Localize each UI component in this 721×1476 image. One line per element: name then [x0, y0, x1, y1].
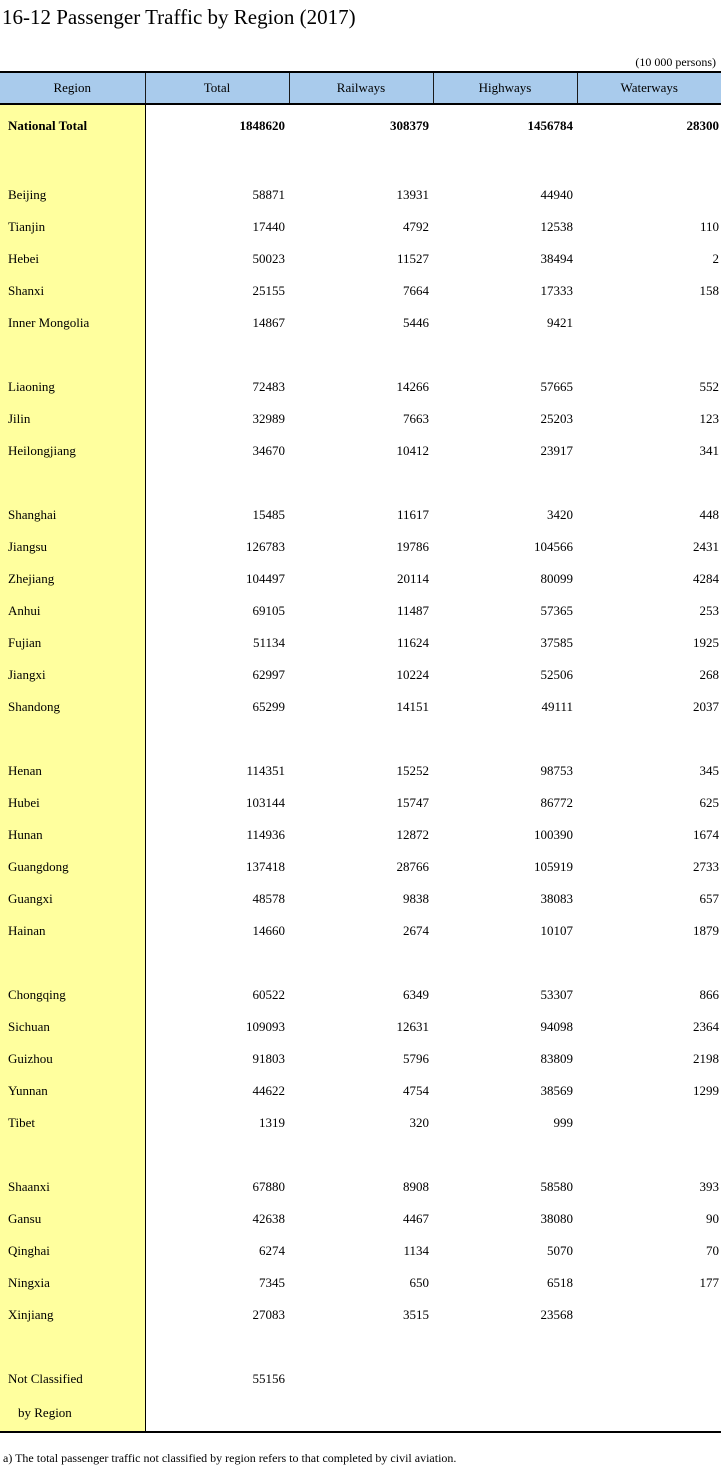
table-row [0, 435, 721, 467]
region-cell: Shanghai [0, 499, 145, 531]
highways-cell: 49111 [541, 699, 573, 714]
spacer-row [0, 467, 721, 499]
total-cell: 62997 [252, 667, 285, 682]
spacer-row [0, 339, 721, 371]
total-cell [145, 1395, 289, 1432]
table-row [0, 1203, 721, 1235]
total-cell: 15485 [252, 507, 285, 522]
total-cell: 1319 [259, 1115, 285, 1130]
total-cell: 50023 [252, 251, 285, 266]
total-cell: 65299 [252, 699, 285, 714]
total-cell: 91803 [252, 1051, 285, 1066]
highways-cell: 1456784 [527, 118, 573, 133]
region-cell: Yunnan [0, 1075, 145, 1107]
highways-cell: 12538 [540, 219, 573, 234]
spacer-row [0, 1331, 721, 1363]
highways-cell: 10107 [540, 923, 573, 938]
total-cell: 25155 [252, 283, 285, 298]
railways-cell: 7663 [403, 411, 429, 426]
railways-cell: 20114 [396, 571, 429, 586]
highways-cell: 57665 [540, 379, 573, 394]
total-cell: 27083 [252, 1307, 285, 1322]
railways-cell [289, 1139, 433, 1171]
region-cell: Hainan [0, 915, 145, 947]
waterways-cell: 110 [699, 219, 719, 234]
waterways-cell: 341 [699, 443, 719, 458]
highways-cell: 5070 [547, 1243, 573, 1258]
railways-cell: 3515 [403, 1307, 429, 1322]
unit-label: (10 000 persons) [635, 55, 716, 69]
total-cell: 34670 [252, 443, 285, 458]
waterways-cell: 393 [699, 1179, 719, 1194]
highways-cell: 104566 [534, 539, 573, 554]
highways-cell: 100390 [534, 827, 573, 842]
waterways-cell [577, 339, 721, 371]
railways-cell: 6349 [403, 987, 429, 1002]
total-cell: 17440 [252, 219, 285, 234]
railways-cell: 11617 [396, 507, 429, 522]
header-highways: Highways [433, 72, 577, 104]
waterways-cell [577, 1139, 721, 1171]
highways-cell: 9421 [547, 315, 573, 330]
table-row [0, 531, 721, 563]
table-row [0, 1299, 721, 1331]
railways-cell: 650 [409, 1275, 429, 1290]
highways-cell: 38569 [540, 1083, 573, 1098]
table-row [0, 915, 721, 947]
waterways-cell: 177 [699, 1275, 719, 1290]
waterways-cell: 70 [706, 1243, 719, 1258]
table-row [0, 595, 721, 627]
table-row [0, 243, 721, 275]
waterways-cell: 345 [699, 763, 719, 778]
table-row [0, 1235, 721, 1267]
waterways-cell: 28300 [686, 118, 719, 133]
table-row [0, 1363, 721, 1395]
highways-cell [433, 1363, 577, 1395]
waterways-cell: 1879 [693, 923, 719, 938]
region-cell: Tianjin [0, 211, 145, 243]
table-row [0, 659, 721, 691]
table-row [0, 1171, 721, 1203]
railways-cell: 11624 [396, 635, 429, 650]
waterways-cell [577, 1107, 721, 1139]
table-row [0, 275, 721, 307]
region-cell: Guangdong [0, 851, 145, 883]
waterways-cell [577, 723, 721, 755]
highways-cell: 105919 [534, 859, 573, 874]
total-cell: 51134 [252, 635, 285, 650]
highways-cell [433, 1331, 577, 1363]
highways-cell [433, 147, 577, 179]
spacer-row [0, 1139, 721, 1171]
total-cell: 67880 [252, 1179, 285, 1194]
waterways-cell [577, 467, 721, 499]
total-cell [145, 723, 289, 755]
railways-cell: 15747 [396, 795, 429, 810]
railways-cell: 5446 [403, 315, 429, 330]
waterways-cell: 657 [699, 891, 719, 906]
table-title: 16-12 Passenger Traffic by Region (2017) [2, 5, 356, 29]
waterways-cell: 2037 [693, 699, 719, 714]
table-row [0, 104, 721, 147]
highways-cell: 38083 [540, 891, 573, 906]
highways-cell: 38080 [540, 1211, 573, 1226]
highways-cell: 53307 [540, 987, 573, 1002]
railways-cell: 28766 [396, 859, 429, 874]
region-cell: Jilin [0, 403, 145, 435]
region-cell: Hebei [0, 243, 145, 275]
total-cell [145, 467, 289, 499]
table-row [0, 979, 721, 1011]
region-cell [0, 147, 145, 179]
waterways-cell [577, 1299, 721, 1331]
waterways-cell [577, 947, 721, 979]
waterways-cell: 158 [699, 283, 719, 298]
table-row [0, 851, 721, 883]
passenger-traffic-table [0, 71, 721, 1433]
total-cell: 6274 [259, 1243, 285, 1258]
highways-cell: 58580 [540, 1179, 573, 1194]
region-cell: Guizhou [0, 1043, 145, 1075]
total-cell [145, 339, 289, 371]
railways-cell: 15252 [396, 763, 429, 778]
total-cell [145, 147, 289, 179]
waterways-cell: 448 [699, 507, 719, 522]
total-cell: 72483 [252, 379, 285, 394]
region-cell: Beijing [0, 179, 145, 211]
total-cell: 7345 [259, 1275, 285, 1290]
waterways-cell: 123 [699, 411, 719, 426]
waterways-cell: 268 [699, 667, 719, 682]
header-waterways: Waterways [577, 72, 721, 104]
footnote: a) The total passenger traffic not classified by region refers to that completed by civil aviation. [3, 1451, 457, 1465]
table-row [0, 691, 721, 723]
waterways-cell: 4284 [693, 571, 719, 586]
header-railways: Railways [289, 72, 433, 104]
waterways-cell: 1299 [693, 1083, 719, 1098]
table-row [0, 211, 721, 243]
railways-cell [289, 1363, 433, 1395]
highways-cell [433, 947, 577, 979]
table-row [0, 627, 721, 659]
railways-cell: 14266 [396, 379, 429, 394]
waterways-cell: 866 [699, 987, 719, 1002]
region-cell [0, 723, 145, 755]
region-cell [0, 947, 145, 979]
region-cell: Shandong [0, 691, 145, 723]
total-cell: 14660 [252, 923, 285, 938]
spacer-row [0, 147, 721, 179]
highways-cell: 23568 [540, 1307, 573, 1322]
header-total: Total [145, 72, 289, 104]
table-row [0, 755, 721, 787]
total-cell: 44622 [252, 1083, 285, 1098]
highways-cell: 999 [553, 1115, 573, 1130]
waterways-cell: 552 [699, 379, 719, 394]
table-row [0, 403, 721, 435]
region-cell: Guangxi [0, 883, 145, 915]
railways-cell: 14151 [396, 699, 429, 714]
region-cell [0, 339, 145, 371]
railways-cell [289, 467, 433, 499]
table-row [0, 1267, 721, 1299]
highways-cell [433, 1139, 577, 1171]
railways-cell [289, 1395, 433, 1432]
railways-cell: 13931 [396, 187, 429, 202]
region-cell: Shanxi [0, 275, 145, 307]
highways-cell [433, 339, 577, 371]
table-row [0, 787, 721, 819]
region-cell: Gansu [0, 1203, 145, 1235]
highways-cell: 25203 [540, 411, 573, 426]
table-row [0, 563, 721, 595]
region-cell: Fujian [0, 627, 145, 659]
waterways-cell: 1925 [693, 635, 719, 650]
railways-cell [289, 947, 433, 979]
region-cell: Sichuan [0, 1011, 145, 1043]
highways-cell: 94098 [540, 1019, 573, 1034]
total-cell: 126783 [246, 539, 285, 554]
highways-cell [433, 723, 577, 755]
waterways-cell [577, 147, 721, 179]
railways-cell: 2674 [403, 923, 429, 938]
table-row [0, 499, 721, 531]
railways-cell: 11487 [396, 603, 429, 618]
total-cell: 103144 [246, 795, 285, 810]
waterways-cell [577, 179, 721, 211]
total-cell [145, 1331, 289, 1363]
railways-cell: 4754 [403, 1083, 429, 1098]
region-cell: Inner Mongolia [0, 307, 145, 339]
highways-cell: 80099 [540, 571, 573, 586]
total-cell [145, 1139, 289, 1171]
total-cell: 14867 [252, 315, 285, 330]
table-row [0, 1075, 721, 1107]
region-cell: Ningxia [0, 1267, 145, 1299]
total-cell: 55156 [252, 1371, 285, 1386]
total-cell: 104497 [246, 571, 285, 586]
highways-cell: 83809 [540, 1051, 573, 1066]
railways-cell: 320 [409, 1115, 429, 1130]
table-row [0, 883, 721, 915]
waterways-cell [577, 1395, 721, 1432]
highways-cell [433, 1395, 577, 1432]
railways-cell: 308379 [390, 118, 429, 133]
railways-cell [289, 339, 433, 371]
railways-cell: 4792 [403, 219, 429, 234]
railways-cell [289, 147, 433, 179]
highways-cell: 38494 [540, 251, 573, 266]
railways-cell [289, 1331, 433, 1363]
waterways-cell: 90 [706, 1211, 719, 1226]
waterways-cell: 2364 [693, 1019, 719, 1034]
table-row [0, 179, 721, 211]
region-cell [0, 467, 145, 499]
railways-cell [289, 723, 433, 755]
region-cell: Zhejiang [0, 563, 145, 595]
railways-cell: 1134 [403, 1243, 429, 1258]
railways-cell: 10224 [396, 667, 429, 682]
railways-cell: 5796 [403, 1051, 429, 1066]
highways-cell [433, 467, 577, 499]
railways-cell: 11527 [396, 251, 429, 266]
region-cell: Tibet [0, 1107, 145, 1139]
table-row [0, 1011, 721, 1043]
table-row [0, 371, 721, 403]
waterways-cell: 2198 [693, 1051, 719, 1066]
total-cell: 32989 [252, 411, 285, 426]
railways-cell: 12631 [396, 1019, 429, 1034]
waterways-cell [577, 1363, 721, 1395]
railways-cell: 7664 [403, 283, 429, 298]
waterways-cell: 2733 [693, 859, 719, 874]
total-cell: 109093 [246, 1019, 285, 1034]
waterways-cell [577, 1331, 721, 1363]
region-cell: Liaoning [0, 371, 145, 403]
region-cell: Anhui [0, 595, 145, 627]
railways-cell: 4467 [403, 1211, 429, 1226]
header-region: Region [0, 72, 145, 104]
total-cell: 114936 [246, 827, 285, 842]
header-row [0, 72, 721, 104]
table-row [0, 307, 721, 339]
highways-cell: 17333 [540, 283, 573, 298]
table-row [0, 819, 721, 851]
waterways-cell: 2431 [693, 539, 719, 554]
region-cell: Hubei [0, 787, 145, 819]
total-cell: 1848620 [239, 118, 285, 133]
table-row [0, 1043, 721, 1075]
railways-cell: 9838 [403, 891, 429, 906]
region-cell [0, 1331, 145, 1363]
railways-cell: 19786 [396, 539, 429, 554]
region-cell: Jiangsu [0, 531, 145, 563]
region-cell: by Region [0, 1395, 145, 1432]
region-cell: Hunan [0, 819, 145, 851]
highways-cell: 6518 [547, 1275, 573, 1290]
highways-cell: 37585 [540, 635, 573, 650]
total-cell: 60522 [252, 987, 285, 1002]
total-cell: 58871 [252, 187, 285, 202]
waterways-cell: 625 [699, 795, 719, 810]
total-cell [145, 947, 289, 979]
waterways-cell: 253 [699, 603, 719, 618]
table-row [0, 1107, 721, 1139]
waterways-cell [577, 307, 721, 339]
region-cell: National Total [0, 104, 145, 147]
table-row [0, 1395, 721, 1432]
highways-cell: 52506 [540, 667, 573, 682]
waterways-cell: 2 [712, 251, 719, 266]
railways-cell: 12872 [396, 827, 429, 842]
spacer-row [0, 947, 721, 979]
highways-cell: 23917 [540, 443, 573, 458]
total-cell: 137418 [246, 859, 285, 874]
waterways-cell: 1674 [693, 827, 719, 842]
region-cell: Chongqing [0, 979, 145, 1011]
railways-cell: 10412 [396, 443, 429, 458]
region-cell: Shaanxi [0, 1171, 145, 1203]
total-cell: 114351 [246, 763, 285, 778]
railways-cell: 8908 [403, 1179, 429, 1194]
total-cell: 69105 [252, 603, 285, 618]
region-cell: Henan [0, 755, 145, 787]
region-cell: Heilongjiang [0, 435, 145, 467]
highways-cell: 3420 [547, 507, 573, 522]
highways-cell: 44940 [540, 187, 573, 202]
table-body [0, 104, 721, 1432]
region-cell: Jiangxi [0, 659, 145, 691]
region-cell: Xinjiang [0, 1299, 145, 1331]
spacer-row [0, 723, 721, 755]
region-cell: Qinghai [0, 1235, 145, 1267]
highways-cell: 57365 [540, 603, 573, 618]
region-cell [0, 1139, 145, 1171]
total-cell: 48578 [252, 891, 285, 906]
total-cell: 42638 [252, 1211, 285, 1226]
region-cell: Not Classified [0, 1363, 145, 1395]
highways-cell: 98753 [540, 763, 573, 778]
highways-cell: 86772 [540, 795, 573, 810]
